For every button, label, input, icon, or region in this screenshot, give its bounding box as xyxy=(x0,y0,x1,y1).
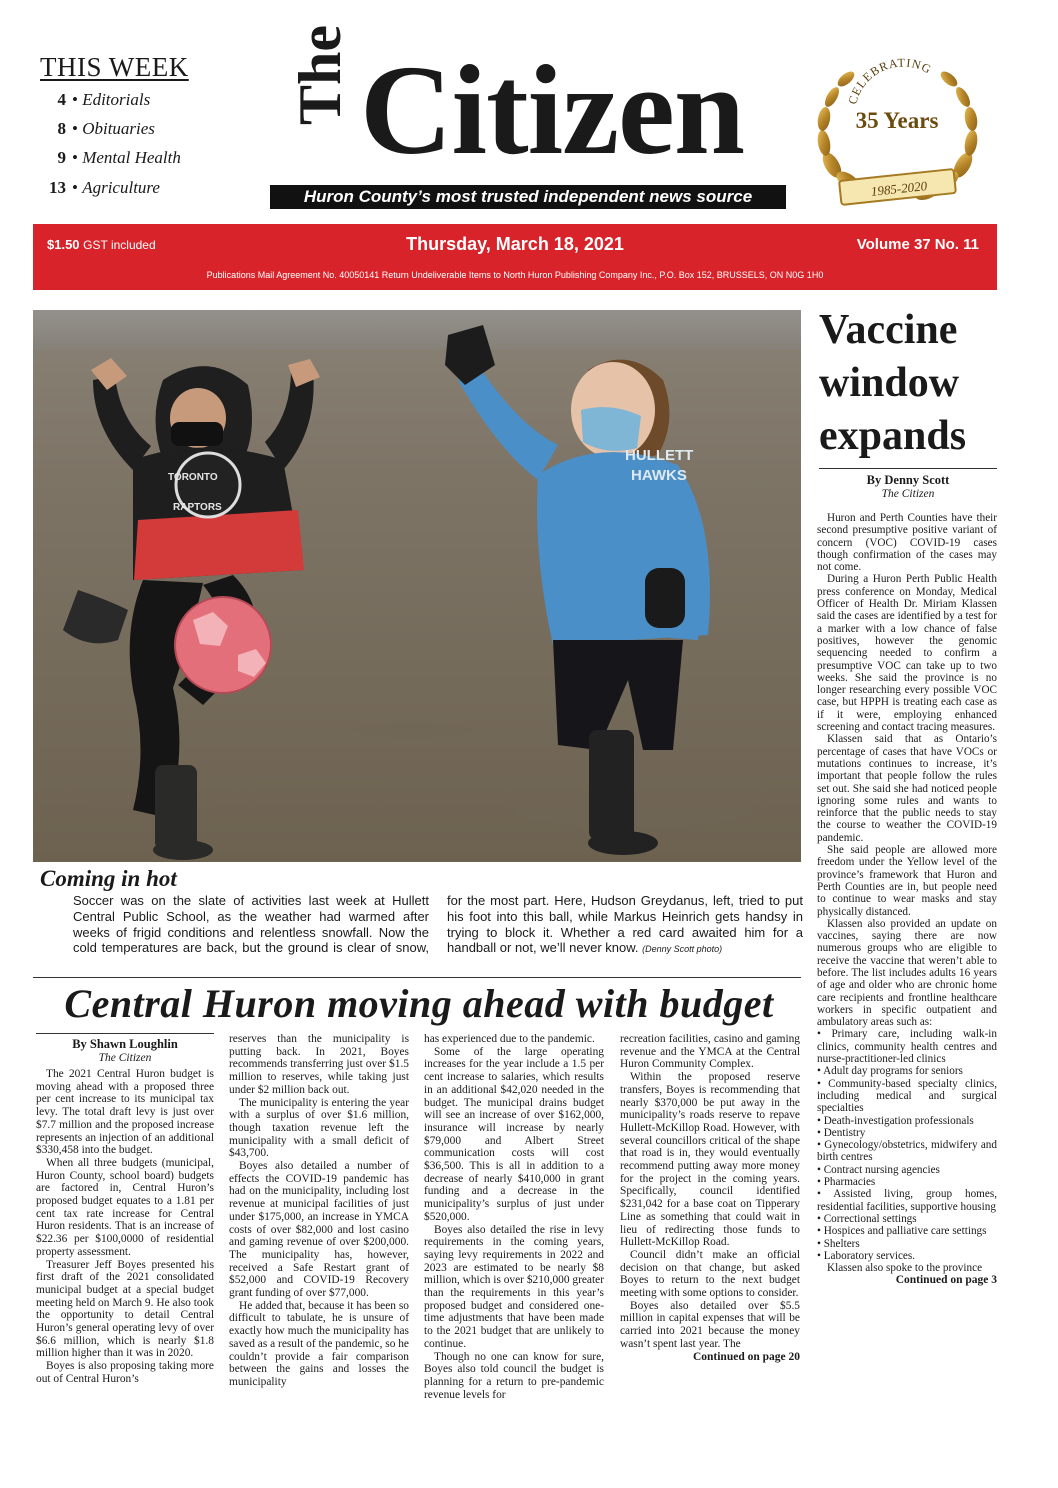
this-week-label: Mental Health xyxy=(82,148,181,167)
issue-volume: Volume 37 No. 11 xyxy=(856,236,979,253)
vaccine-headline-line: window xyxy=(819,360,960,406)
badge-main: 35 Years xyxy=(855,108,939,133)
vaccine-byline-org: The Citizen xyxy=(881,488,935,500)
photo-caption xyxy=(73,893,803,958)
right-shirt-text-2: HAWKS xyxy=(631,467,687,484)
right-shirt-text-1: HULLETT xyxy=(625,447,694,464)
this-week-item[interactable]: 4 • Editorials xyxy=(40,90,150,110)
paragraph: recreation facilities, casino and gaming revenue and the YMCA at the Central Huron Community Complex. xyxy=(620,1033,800,1071)
list-item: • Death-investigation professionals xyxy=(817,1114,974,1127)
list-item: • Contract nursing agencies xyxy=(817,1163,940,1176)
masthead-the: The xyxy=(287,24,353,125)
paragraph: Some of the large operating increases for the year include a 1.5 per cent increase to salaries, which results in an additional $42,020 needed in the budget. The municipal drains budget will see an increase of over $162,000, insurance will increase by nearly $79,000 and Albert Street communication costs will cost $36,500. This is all in addition to a decrease of nearly $410,000 in grant funding and a decrease in the municipality’s surplus of just under $520,000. xyxy=(424,1045,604,1223)
paragraph: Treasurer Jeff Boyes presented his first draft of the 2021 consolidated municipal budget at a special budget meeting held on March 9. He also took the opportunity to detail Central Huron’s general operating levy of over $6.6 million, which is nearly $1.8 million higher than it was in 2020. xyxy=(36,1258,214,1360)
price-value: $1.50 xyxy=(47,237,80,252)
paragraph: Klassen said that as Ontario’s percentage of cases that have VOCs or mutations continues to increase, it’s important that people follow the rules set out. She said she had noticed people ignoring some rules and wants to reinforce that the public needs to stay the course to weather the COVID-19 pandemic. xyxy=(817,733,997,844)
vaccine-headline-line: Vaccine xyxy=(819,307,958,353)
this-week-item[interactable]: 8 • Obituaries xyxy=(40,119,155,139)
paragraph: reserves than the municipality is putting back. In 2021, Boyes recommends transferring just over $1.5 million to reserves, while taking just under $2 million back out. xyxy=(229,1033,409,1096)
masthead-tagline: Huron County’s most trusted independent news source xyxy=(270,185,786,209)
list-item: • Assisted living, group homes, residential facilities, supportive housing xyxy=(817,1188,997,1213)
price-note: GST included xyxy=(83,238,156,252)
budget-continued-link[interactable]: Continued on page 20 xyxy=(692,1350,800,1363)
paragraph: The 2021 Central Huron budget is moving ahead with a proposed three per cent increase to its municipal tax levy. The total draft levy is just over $7.7 million and the proposed increase represents an injection of an additional $330,458 into the budget. xyxy=(36,1068,214,1157)
budget-column-4 xyxy=(620,1033,800,1363)
laurel-wreath-icon xyxy=(810,55,985,215)
paragraph: She said people are allowed more freedom under the Yellow level of the province’s framework that Huron and Perth Counties are in, but people need to continue to wear masks and stay physically distanced. xyxy=(817,844,997,918)
anniversary-badge xyxy=(810,55,985,215)
issue-banner xyxy=(33,224,997,290)
vaccine-byline-block xyxy=(819,473,997,504)
paragraph: Boyes also detailed over $5.5 million in capital expenses that will be carried into 2021 because the money wasn’t spent last year. The xyxy=(620,1299,800,1350)
vaccine-rule xyxy=(819,468,997,469)
vaccine-headline-line: expands xyxy=(819,413,967,459)
photo-caption-text: Soccer was on the slate of activities last week at Hullett Central Public School, as the weather had warmed after weeks of frigid conditions and relentless snowfall. Now the cold temperatures are back, but the ground is clear of snow, for the most part. Here, Hudson Greydanus, left, tried to put his foot into this ball, while Markus Heinrich gets handsy in trying to block it. Whether a red card awaited him for a handball or not, we’ll never know. xyxy=(73,893,803,956)
paragraph: During a Huron Perth Public Health press conference on Monday, Medical Officer of Health Dr. Miriam Klassen said the cases are identified by a test for a marker with a low chance of false positives, however the genomic sequencing needed to confirm a presumptive VOC can take up to two weeks. She said the province is no longer researching every possible VOC case, but HPPH is treating each case as if it were, employing enhanced screening and contact tracing measures. xyxy=(817,573,997,734)
badge-top: CELEBRATING xyxy=(845,55,935,106)
this-week-title: THIS WEEK xyxy=(40,52,189,82)
list-item: • Dentistry xyxy=(817,1126,866,1139)
this-week-label: Editorials xyxy=(82,90,151,109)
masthead-name: Citizen xyxy=(360,39,744,181)
vaccine-column xyxy=(817,512,997,1287)
this-week-page: 4 xyxy=(57,90,66,109)
paragraph: Boyes is also proposing taking more out of Central Huron’s xyxy=(36,1360,214,1385)
budget-column-3 xyxy=(424,1033,604,1401)
paragraph: The municipality is entering the year with a surplus of over $1.6 million, though taxation revenue left the municipality with a small deficit of $43,700. xyxy=(229,1096,409,1160)
paragraph: Though no one can know for sure, Boyes also told council the budget is planning for a return to pre-pandemic revenue levels for xyxy=(424,1350,604,1401)
this-week-page: 8 xyxy=(57,119,66,138)
budget-headline[interactable]: Central Huron moving ahead with budget xyxy=(64,981,774,1026)
paragraph: He added that, because it has been so difficult to tabulate, he is unsure of exactly how much the municipality has saved as a result of the pandemic, so he couldn’t provide a fair comparison between the gains and losses the municipality xyxy=(229,1299,409,1388)
this-week-page: 9 xyxy=(57,148,66,167)
paragraph: When all three budgets (municipal, Huron County, school board) budgets are factored in, Central Huron’s proposed budget equates to a 1.81 per cent tax rate increase for Central Huron residents. That is an increase of $22.36 per $100,0000 of residential property assessment. xyxy=(36,1156,214,1258)
vaccine-continued-link[interactable]: Continued on page 3 xyxy=(895,1274,997,1287)
photo-credit: (Denny Scott photo) xyxy=(642,944,723,955)
list-item: • Correctional settings xyxy=(817,1212,917,1225)
list-item: • Shelters xyxy=(817,1237,860,1250)
issue-date: Thursday, March 18, 2021 xyxy=(406,234,624,254)
paragraph: Boyes also detailed the rise in levy requirements in the coming years, saying levy requirements in 2022 and 2023 are estimated to be nearly $8 million, which is over $210,000 greater than the requirements in this year’s proposed budget and considered one-time adjustments that have been made to the 2021 budget that are unlikely to continue. xyxy=(424,1223,604,1350)
left-shirt-text-2: RAPTORS xyxy=(173,502,222,513)
list-item: • Gynecology/obstetrics, midwifery and birth centres xyxy=(817,1139,997,1164)
budget-column-1 xyxy=(36,1033,214,1386)
list-item: • Community-based specialty clinics, including medical and surgical specialties xyxy=(817,1077,997,1115)
front-photo[interactable] xyxy=(33,310,801,862)
vaccine-byline: By Denny Scott xyxy=(866,473,950,487)
this-week-item[interactable]: 13 • Agriculture xyxy=(40,178,160,198)
photo-caption-title: Coming in hot xyxy=(40,866,177,891)
paragraph: Klassen also spoke to the province xyxy=(827,1262,983,1275)
budget-column-2 xyxy=(229,1033,409,1389)
budget-byline-org: The Citizen xyxy=(98,1052,152,1064)
section-divider xyxy=(33,977,801,978)
this-week-label: Agriculture xyxy=(82,178,160,197)
this-week-page: 13 xyxy=(49,178,66,197)
mail-agreement: Publications Mail Agreement No. 40050141 Return Undeliverable Items to North Huron Publishing Company Inc., P.O. Box 152, BRUSSELS, ON N0G 1H0 xyxy=(206,270,824,280)
vaccine-headline[interactable] xyxy=(819,304,997,463)
list-item: • Laboratory services. xyxy=(817,1249,916,1262)
list-item: • Primary care, including walk-in clinics, community health centres and nurse-practitioner-led clinics xyxy=(817,1028,997,1066)
soccer-ball-icon xyxy=(175,597,271,693)
this-week-box xyxy=(40,52,250,83)
paragraph: Boyes also detailed a number of effects the COVID-19 pandemic has had on the municipality, including lost revenue at municipal facilities of just under $175,000, an increase in YMCA costs of over $82,000 and lost casino and gaming revenue of over $200,000. The municipality has, however, received a Safe Restart grant of $52,000 and COVID-19 Recovery grant funding of over $77,000. xyxy=(229,1160,409,1300)
this-week-item[interactable]: 9 • Mental Health xyxy=(40,148,181,168)
list-item: • Pharmacies xyxy=(817,1176,876,1189)
paragraph: Klassen also provided an update on vaccines, saying there are now numerous groups who are eligible to receive the vaccine that weren’t able to before. The list includes adults 16 years of age and older who are chronic home care recipients and frontline healthcare workers in specific outpatient and ambulatory areas such as: xyxy=(817,917,997,1029)
paragraph: Within the proposed reserve transfers, Boyes is recommending that nearly $370,000 be put away in the municipality’s roads reserve to repave Hullett-McKillop Road. However, with several councillors critical of the shape that road is in, they would eventually recommend putting away more money for the project in the coming years. Specifically, council identified $231,042 for a base coat on Tipperary Line as something that could wait in lieu of redirecting those funds to Hullett-McKillop Road. xyxy=(620,1071,800,1249)
badge-years: 1985-2020 xyxy=(870,178,928,199)
list-item: • Adult day programs for seniors xyxy=(817,1065,963,1078)
budget-byline: By Shawn Loughlin xyxy=(72,1037,178,1051)
masthead-logo xyxy=(287,24,780,190)
soccer-photo-illustration xyxy=(33,310,801,862)
paragraph: Council didn’t make an official decision on that change, but asked Boyes to return to the next budget meeting with some options to consider. xyxy=(620,1248,800,1300)
paragraph: Huron and Perth Counties have their second presumptive positive variant of concern (VOC) COVID-19 cases though confirmation of the cases may not come. xyxy=(817,512,997,574)
left-shirt-text-1: TORONTO xyxy=(168,472,218,483)
paragraph: has experienced due to the pandemic. xyxy=(424,1033,595,1045)
this-week-label: Obituaries xyxy=(82,119,155,138)
svg-text:CELEBRATING xyxy=(845,56,934,106)
list-item: • Hospices and palliative care settings xyxy=(817,1225,987,1238)
